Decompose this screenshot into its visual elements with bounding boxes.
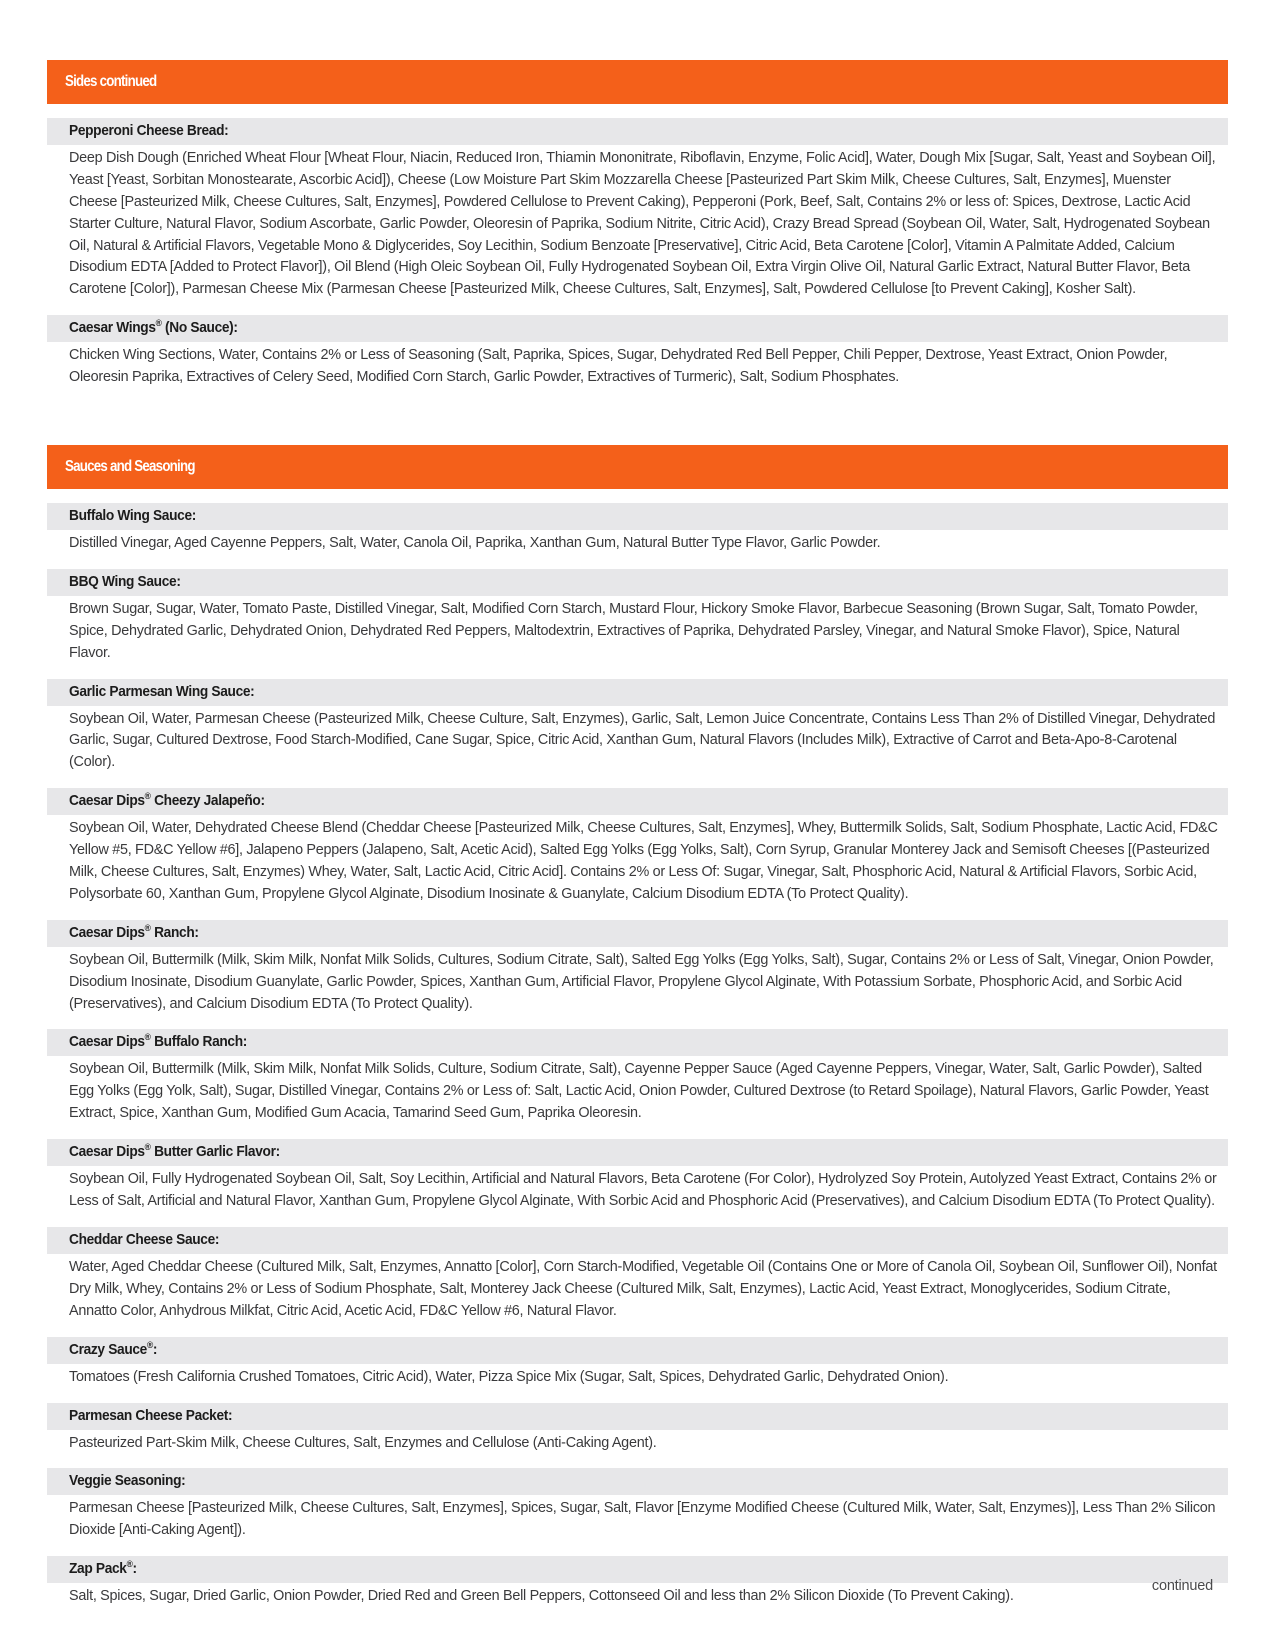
item-name-suffix: :: [132, 1561, 137, 1578]
page-footer-continued: continued: [1151, 1578, 1213, 1594]
ingredient-item: [47, 1139, 1228, 1213]
item-ingredients: Tomatoes (Fresh California Crushed Tomatoes, Citric Acid), Water, Pizza Spice Mix (Sugar, Salt, Spices, Dehydrated Garlic, Dehydrated Onion).: [69, 1368, 949, 1385]
registered-trademark-icon: ®: [144, 922, 151, 933]
section-banner: [47, 445, 1228, 489]
item-name-suffix: Butter Garlic Flavor:: [150, 1144, 280, 1161]
item-name: [69, 320, 238, 336]
section-gap: [47, 389, 1228, 445]
ingredient-item: [47, 569, 1228, 665]
item-ingredients: Water, Aged Cheddar Cheese (Cultured Milk, Salt, Enzymes, Annatto [Color], Corn Starch-Modified, Vegetable Oil (Contains One or More of Canola Oil, Soybean Oil, Sunflower Oil), Nonfat Dry Milk, Whey, Contains 2% or Less of Sodium Phosphate, Salt, Monterey Jack Cheese (Cultured Milk, Salt, Enzymes), Lactic Acid, Yeast Extract, Monoglycerides, Sodium Citrate, Annatto Color, Anhydrous Milkfat, Citric Acid, Acetic Acid, FD&C Yellow #6, Natural Flavor.: [69, 1258, 1217, 1319]
item-name-bar: [47, 1227, 1228, 1254]
item-ingredients: Parmesan Cheese [Pasteurized Milk, Cheese Cultures, Salt, Enzymes], Spices, Sugar, Salt, Flavor [Enzyme Modified Cheese (Cultured Milk, Water, Salt, Enzymes)], Less Than 2% Silicon Dioxide [Anti-Caking Agent]).: [69, 1500, 1216, 1539]
ingredient-item: [47, 1403, 1228, 1455]
item-name: [69, 1034, 247, 1050]
registered-trademark-icon: ®: [146, 1339, 153, 1350]
item-name-suffix: Cheezy Jalapeño:: [150, 793, 265, 810]
registered-trademark-icon: ®: [144, 791, 151, 802]
item-name-bar: [47, 315, 1228, 342]
item-name: [69, 1232, 219, 1248]
item-ingredients: Deep Dish Dough (Enriched Wheat Flour [Wheat Flour, Niacin, Reduced Iron, Thiamin Mononitrate, Riboflavin, Enzyme, Folic Acid], Water, Dough Mix [Sugar, Salt, Yeast and Soybean Oil], Yeast [Yeast, Sorbitan Monostearate, Ascorbic Acid]), Cheese (Low Moisture Part Skim Mozzarella Cheese [Pasteurized Part Skim Milk, Cheese Cultures, Salt, Enzymes], Muenster Cheese [Pasteurized Milk, Cheese Cultures, Salt, Enzymes], Powdered Cellulose to Prevent Caking), Pepperoni (Pork, Beef, Salt, Contains 2% or less of: Spices, Dextrose, Lactic Acid Starter Culture, Natural Flavor, Sodium Ascorbate, Garlic Powder, Oleoresin of Paprika, Sodium Nitrite, Citric Acid), Crazy Bread Spread (Soybean Oil, Water, Salt, Hydrogenated Soybean Oil, Natural & Artificial Flavors, Vegetable Mono & Diglycerides, Soy Lecithin, Sodium Benzoate [Preservative], Citric Acid, Beta Carotene [Color], Vitamin A Palmitate Added, Calcium Disodium EDTA [Added to Protect Flavor]), Oil Blend (High Oleic Soybean Oil, Fully Hydrogenated Soybean Oil, Extra Virgin Olive Oil, Natural Garlic Extract, Natural Butter Flavor, Beta Carotene [Color]), Parmesan Cheese Mix (Parmesan Cheese [Pasteurized Milk, Cheese Cultures, Salt, Enzymes], Salt, Powdered Cellulose [to Prevent Caking], Kosher Salt).: [69, 150, 1216, 298]
item-name-text: BBQ Wing Sauce:: [69, 573, 181, 590]
item-name-bar: [47, 788, 1228, 815]
sections-container: [47, 60, 1228, 1608]
item-name-text: Parmesan Cheese Packet:: [69, 1407, 233, 1424]
item-name-text: Caesar Wings: [69, 320, 156, 337]
item-name-bar: [47, 1029, 1228, 1056]
item-name-text: Caesar Dips: [69, 1144, 145, 1161]
item-name: [69, 574, 181, 590]
registered-trademark-icon: ®: [144, 1142, 151, 1153]
item-ingredients: Soybean Oil, Buttermilk (Milk, Skim Milk, Nonfat Milk Solids, Culture, Sodium Citrate, Salt), Cayenne Pepper Sauce (Aged Cayenne Peppers, Vinegar, Water, Salt, Garlic Powder), Salted Egg Yolks (Egg Yolk, Salt), Sugar, Distilled Vinegar, Contains 2% or Less of: Salt, Lactic Acid, Onion Powder, Cultured Dextrose (to Retard Spoilage), Natural Flavors, Garlic Powder, Yeast Extract, Spice, Xanthan Gum, Modified Gum Acacia, Tamarind Seed Gum, Paprika Oleoresin.: [69, 1061, 1209, 1122]
ingredient-item: [47, 1556, 1228, 1608]
ingredient-item: [47, 1029, 1228, 1125]
item-name: [69, 684, 254, 700]
item-ingredients: Distilled Vinegar, Aged Cayenne Peppers, Salt, Water, Canola Oil, Paprika, Xanthan Gum, Natural Butter Type Flavor, Garlic Powder.: [69, 535, 881, 552]
item-name: [69, 1408, 232, 1424]
ingredient-item: [47, 503, 1228, 555]
item-name: [69, 123, 228, 139]
item-name: [69, 793, 265, 809]
item-name-text: Zap Pack: [69, 1561, 127, 1578]
item-name-text: Crazy Sauce: [69, 1341, 147, 1358]
item-name-text: Pepperoni Cheese Bread:: [69, 123, 229, 139]
ingredient-item: [47, 788, 1228, 906]
item-name-text: Veggie Seasoning:: [69, 1473, 186, 1490]
item-ingredients: Soybean Oil, Buttermilk (Milk, Skim Milk, Nonfat Milk Solids, Cultures, Sodium Citrate, Salt), Salted Egg Yolks (Egg Yolks, Salt), Sugar, Contains 2% or Less of Salt, Vinegar, Onion Powder, Disodium Inosinate, Disodium Guanylate, Garlic Powder, Spices, Xanthan Gum, Artificial Flavor, Propylene Glycol Alginate, With Potassium Sorbate, Phosphoric Acid, and Sorbic Acid (Preservatives), and Calcium Disodium EDTA (To Protect Quality).: [69, 951, 1214, 1012]
section-banner-label: Sauces and Seasoning: [65, 458, 195, 476]
item-name-suffix: Ranch:: [150, 924, 199, 941]
ingredient-item: [47, 315, 1228, 389]
item-name-suffix: Buffalo Ranch:: [150, 1034, 248, 1051]
item-name-bar: [47, 118, 1228, 145]
item-ingredients: Soybean Oil, Water, Parmesan Cheese (Pasteurized Milk, Cheese Culture, Salt, Enzymes), Garlic, Salt, Lemon Juice Concentrate, Contains Less Than 2% of Distilled Vinegar, Dehydrated Garlic, Sugar, Cultured Dextrose, Food Starch-Modified, Cane Sugar, Spice, Citric Acid, Xanthan Gum, Natural Flavors (Includes Milk), Extractive of Carrot and Beta-Apo-8-Carotenal (Color).: [69, 710, 1216, 771]
item-ingredients: Chicken Wing Sections, Water, Contains 2% or Less of Seasoning (Salt, Paprika, Spices, Sugar, Dehydrated Red Bell Pepper, Chili Pepper, Dextrose, Yeast Extract, Onion Powder, Oleoresin Paprika, Extractives of Celery Seed, Modified Corn Starch, Garlic Powder, Extractives of Turmeric), Salt, Sodium Phosphates.: [69, 347, 1168, 386]
ingredient-item: [47, 920, 1228, 1016]
ingredient-item: [47, 679, 1228, 775]
item-name-bar: [47, 1556, 1228, 1583]
item-name-text: Caesar Dips: [69, 1034, 145, 1051]
item-name-text: Cheddar Cheese Sauce:: [69, 1231, 220, 1248]
item-name-bar: [47, 679, 1228, 706]
registered-trademark-icon: ®: [144, 1032, 151, 1043]
item-ingredients: Brown Sugar, Sugar, Water, Tomato Paste, Distilled Vinegar, Salt, Modified Corn Starch, Mustard Flour, Hickory Smoke Flavor, Barbecue Seasoning (Brown Sugar, Salt, Tomato Powder, Spice, Dehydrated Garlic, Dehydrated Onion, Dehydrated Red Peppers, Maltodextrin, Extractives of Paprika, Dehydrated Parsley, Vinegar, and Natural Smoke Flavor), Spice, Natural Flavor.: [69, 600, 1198, 661]
item-name: [69, 1473, 185, 1489]
item-ingredients: Salt, Spices, Sugar, Dried Garlic, Onion Powder, Dried Red and Green Bell Peppers, Cottonseed Oil and less than 2% Silicon Dioxide (To Prevent Caking).: [69, 1588, 1014, 1605]
item-name-text: Caesar Dips: [69, 793, 145, 810]
registered-trademark-icon: ®: [155, 318, 162, 329]
item-ingredients: Soybean Oil, Water, Dehydrated Cheese Blend (Cheddar Cheese [Pasteurized Milk, Cheese Cultures, Salt, Enzymes], Whey, Buttermilk Solids, Salt, Sodium Phosphate, Lactic Acid, FD&C Yellow #5, FD&C Yellow #6], Jalapeno Peppers (Jalapeno, Salt, Acetic Acid), Salted Egg Yolks (Egg Yolks, Salt), Corn Syrup, Granular Monterey Jack and Semisoft Cheeses [(Pasteurized Milk, Cheese Cultures, Salt, Enzymes) Whey, Water, Salt, Lactic Acid, Citric Acid]. Contains 2% or Less Of: Sugar, Vinegar, Salt, Phosphoric Acid, Natural & Artificial Flavors, Sorbic Acid, Polysorbate 60, Xanthan Gum, Propylene Glycol Alginate, Disodium Inosinate & Guanylate, Calcium Disodium EDTA (To Protect Quality).: [69, 820, 1218, 902]
item-name-bar: [47, 1468, 1228, 1495]
item-name: [69, 1144, 280, 1160]
ingredient-item: [47, 118, 1228, 301]
item-name-bar: [47, 920, 1228, 947]
section-banner: [47, 60, 1228, 104]
item-name-suffix: (No Sauce):: [161, 320, 238, 337]
item-name-suffix: :: [152, 1341, 158, 1358]
item-name-text: Garlic Parmesan Wing Sauce:: [69, 683, 255, 700]
item-ingredients: Soybean Oil, Fully Hydrogenated Soybean Oil, Salt, Soy Lecithin, Artificial and Natural Flavors, Beta Carotene (For Color), Hydrolyzed Soy Protein, Autolyzed Yeast Extract, Contains 2% or Less of Salt, Artificial and Natural Flavor, Xanthan Gum, Propylene Glycol Alginate, With Sorbic Acid and Phosphoric Acid (Preservatives), and Calcium Disodium EDTA (To Protect Quality).: [69, 1171, 1217, 1210]
item-name: [69, 1339, 158, 1358]
item-name-bar: [47, 1337, 1228, 1364]
item-name-bar: [47, 1139, 1228, 1166]
item-name-bar: [47, 503, 1228, 530]
section-banner-label: Sides continued: [65, 73, 157, 90]
item-name-text: Buffalo Wing Sauce:: [69, 508, 197, 525]
item-name: [69, 922, 199, 941]
ingredient-item: [47, 1227, 1228, 1323]
top-spacer: [47, 0, 1228, 60]
item-name: [69, 1561, 137, 1577]
item-ingredients: Pasteurized Part-Skim Milk, Cheese Cultures, Salt, Enzymes and Cellulose (Anti-Caking Agent).: [69, 1434, 657, 1451]
item-name-bar: [47, 569, 1228, 596]
item-name-bar: [47, 1403, 1228, 1430]
item-name: [69, 508, 196, 524]
ingredient-item: [47, 1337, 1228, 1389]
item-name-text: Caesar Dips: [69, 924, 145, 941]
ingredient-item: [47, 1468, 1228, 1542]
registered-trademark-icon: ®: [126, 1559, 133, 1570]
